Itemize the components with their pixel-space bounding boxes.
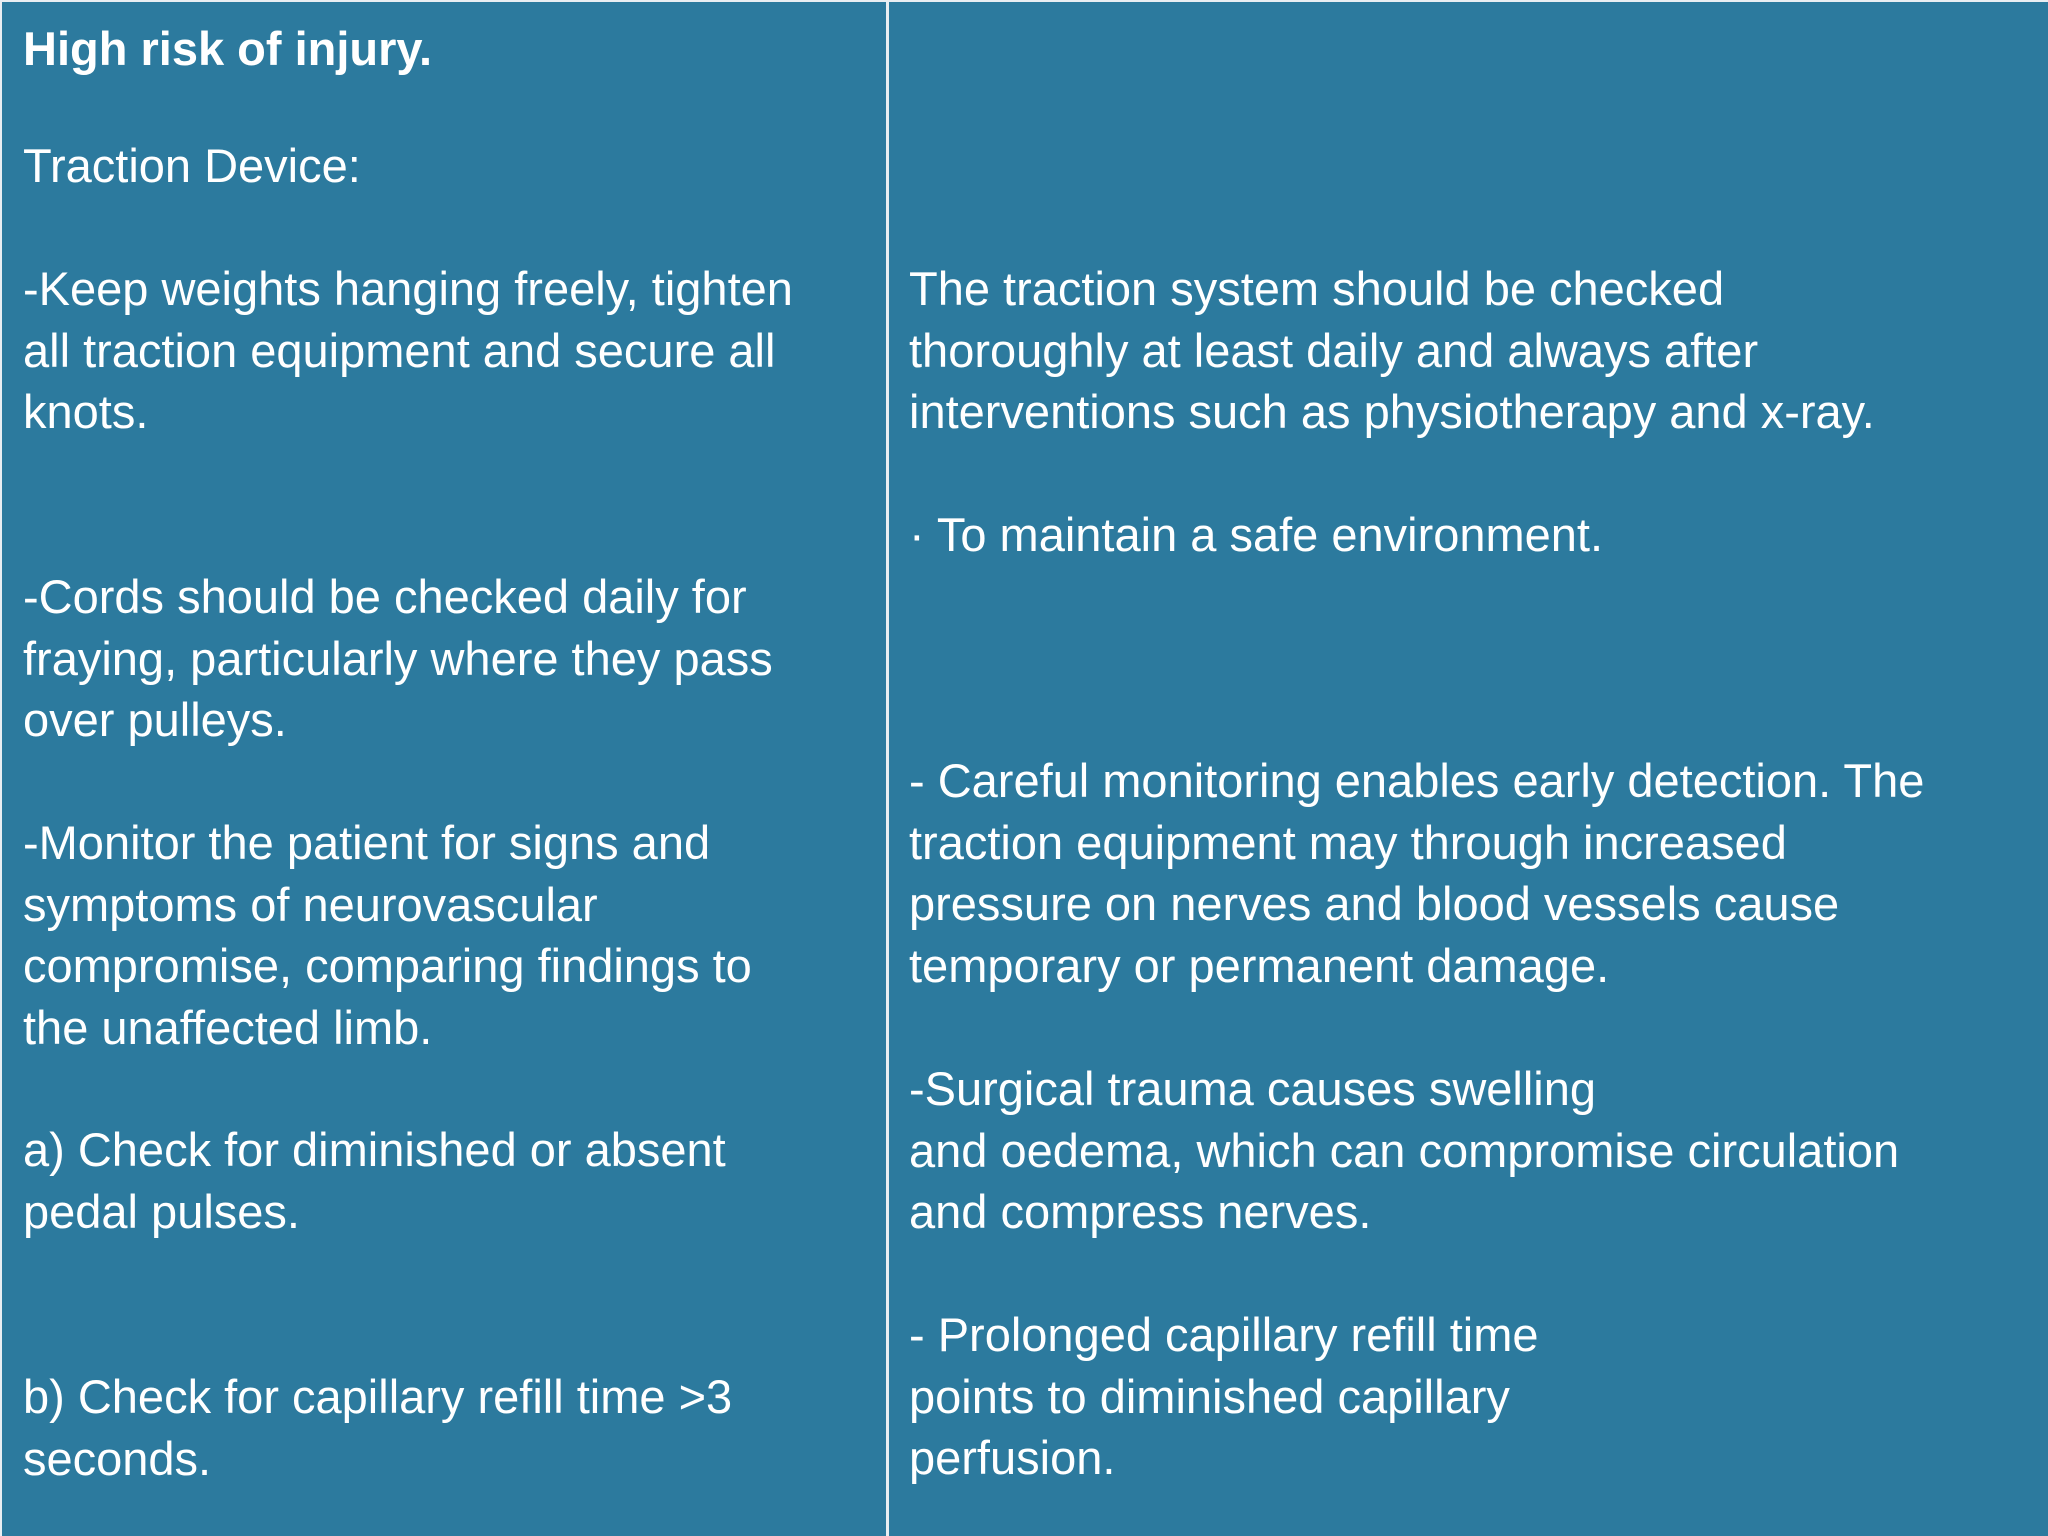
right-item-prolonged-refill: - Prolonged capillary refill time points to diminished capillary perfusion. bbox=[909, 1308, 1539, 1484]
left-item-cords: -Cords should be checked daily for fraying, particularly where they pass over pulleys. bbox=[23, 570, 773, 746]
left-item-pedal-pulses: a) Check for diminished or absent pedal pulses. bbox=[23, 1123, 726, 1238]
left-item-monitor: -Monitor the patient for signs and symptoms of neurovascular compromise, comparing findings to the unaffected limb. bbox=[23, 816, 752, 1054]
right-item-surgical-trauma: -Surgical trauma causes swelling and oedema, which can compromise circulation and compress nerves. bbox=[909, 1062, 1900, 1238]
right-item-monitoring: - Careful monitoring enables early detection. The traction equipment may through increased pressure on nerves and blood vessels cause temporary or permanent damage. bbox=[909, 754, 1925, 992]
left-item-capillary-refill: b) Check for capillary refill time >3 seconds. bbox=[23, 1370, 733, 1485]
left-item-weights: -Keep weights hanging freely, tighten all traction equipment and secure all knots. bbox=[23, 262, 793, 438]
right-item-safe-environment: · To maintain a safe environment. bbox=[909, 508, 1604, 561]
heading: High risk of injury. bbox=[23, 22, 433, 75]
subheading: Traction Device: bbox=[23, 139, 361, 192]
right-item-system-check: The traction system should be checked thoroughly at least daily and always after interventions such as physiotherapy and x-ray. bbox=[909, 262, 1875, 438]
column-divider bbox=[886, 2, 889, 1536]
